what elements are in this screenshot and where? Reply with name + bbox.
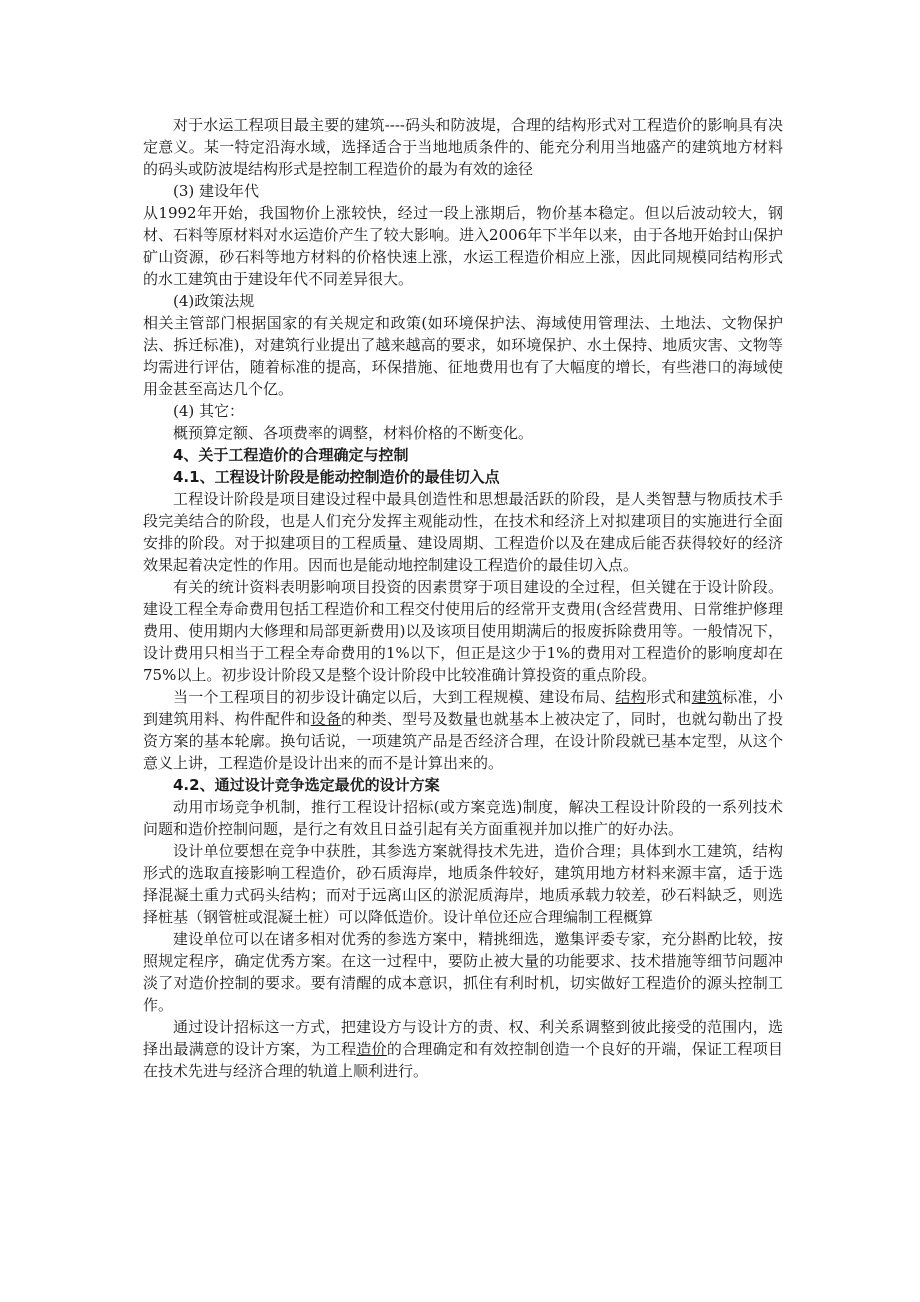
text-run: 通过设计招标这一方式，把建设方与设计方的责、权、利关系调整到彼此接受的范围内，选择出最满意的设计方案，为工程: [143, 1018, 783, 1058]
paragraph-structure-form: 对于水运工程项目最主要的建筑----码头和防波堤，合理的结构形式对工程造价的影响具有决定意义。某一特定沿海水域，选择适合于当地地质条件的、能充分利用当地盛产的建筑地方材料的码头或防波堤结构形式是控制工程造价的最为有效的途径: [143, 116, 783, 178]
link-structure[interactable]: 结构: [615, 688, 646, 706]
paragraph-preliminary-design: [143, 686, 783, 774]
text-run: 的合理确定和有效控制创造一个良好的开端，保证工程项目在技术先进与经济合理的轨道上顺利进行。: [143, 1040, 783, 1080]
paragraph-market-competition: 动用市场竞争机制，推行工程设计招标(或方案竞选)制度，解决工程设计阶段的一系列技术问题和造价控制问题，是行之有效且日益引起有关方面重视并加以推广的好办法。: [143, 798, 783, 838]
text-run: 的种类、型号及数量也就基本上被决定了，同时，也就勾勒出了投资方案的基本轮廓。换句话说，一项建筑产品是否经济合理，在设计阶段就已基本定型，从这个意义上讲，工程造价是设计出来的而不是计算出来的。: [143, 710, 783, 772]
paragraph-design-bidding: [143, 1016, 783, 1082]
paragraph-construction-unit: 建设单位可以在诸多相对优秀的参选方案中，精挑细选，邀集评委专家，充分斟酌比较，按照规定程序，确定优秀方案。在这一过程中，要防止被大量的功能要求、技术措施等细节问题冲淡了对造价控制的要求。要有清醒的成本意识，抓住有利时机，切实做好工程造价的源头控制工作。: [143, 930, 783, 1014]
subheading-policy-regulation: (4)政策法规: [173, 292, 255, 310]
document-body: [143, 114, 783, 1082]
link-building[interactable]: 建筑: [691, 688, 723, 706]
text-run: 形式和: [645, 688, 692, 706]
link-equipment[interactable]: 设备: [310, 710, 342, 728]
section-heading-4-2: 4.2、通过设计竞争选定最优的设计方案: [173, 776, 440, 794]
text-run: 标准，小到建筑用料、构件配件和: [143, 688, 783, 728]
paragraph-policy-regulation: 相关主管部门根据国家的有关规定和政策(如环境保护法、海域使用管理法、土地法、文物保护法、拆迁标准)，对建筑行业提出了越来越高的要求，如环境保护、水土保持、地质灾害、文物等均需进行评估，随着标准的提高，环保措施、征地费用也有了大幅度的增长，有些港口的海域使用金甚至高达几个亿。: [143, 314, 783, 398]
subheading-construction-era: (3) 建设年代: [173, 182, 260, 200]
section-heading-4-1: 4.1、工程设计阶段是能动控制造价的最佳切入点: [173, 468, 500, 486]
text-run: 当一个工程项目的初步设计确定以后，大到工程规模、建设布局、: [173, 688, 616, 706]
section-heading-4: 4、关于工程造价的合理确定与控制: [173, 446, 409, 464]
paragraph-design-stage: 工程设计阶段是项目建设过程中最具创造性和思想最活跃的阶段，是人类智慧与物质技术手段完美结合的阶段，也是人们充分发挥主观能动性，在技术和经济上对拟建项目的实施进行全面安排的阶段。对于拟建项目的工程质量、建设周期、工程造价以及在建成后能否获得较好的经济效果起着决定性的作用。因而也是能动地控制建设工程造价的最佳切入点。: [143, 490, 783, 574]
paragraph-design-unit: 设计单位要想在竞争中获胜，其参选方案就得技术先进，造价合理；具体到水工建筑，结构形式的选取直接影响工程造价，砂石质海岸，地质条件较好，建筑用地方材料来源丰富，适于选择混凝土重力式码头结构；而对于远离山区的淤泥质海岸，地质承载力较差，砂石料缺乏，则选择桩基（钢管桩或混凝土桩）可以降低造价。设计单位还应合理编制工程概算: [143, 842, 783, 926]
paragraph-others: 概预算定额、各项费率的调整，材料价格的不断变化。: [173, 424, 534, 442]
subheading-others: (4) 其它：: [173, 402, 245, 420]
paragraph-statistics: 有关的统计资料表明影响项目投资的因素贯穿于项目建设的全过程，但关键在于设计阶段。建设工程全寿命费用包括工程造价和工程交付使用后的经常开支费用(含经营费用、日常维护修理费用、使用期内大修理和局部更新费用)以及该项目使用期满后的报废拆除费用等。一般情况下，设计费用只相当于工程全寿命费用的1%以下，但正是这少于1%的费用对工程造价的影响度却在75%以上。初步设计阶段又是整个设计阶段中比较准确计算投资的重点阶段。: [143, 578, 783, 684]
link-cost[interactable]: 造价: [356, 1040, 387, 1058]
paragraph-construction-era: 从1992年开始，我国物价上涨较快，经过一段上涨期后，物价基本稳定。但以后波动较大，钢材、石料等原材料对水运造价产生了较大影响。进入2006年下半年以来，由于各地开始封山保护矿山资源，砂石料等地方材料的价格快速上涨，水运工程造价相应上涨，因此同规模同结构形式的水工建筑由于建设年代不同差异很大。: [143, 204, 783, 288]
